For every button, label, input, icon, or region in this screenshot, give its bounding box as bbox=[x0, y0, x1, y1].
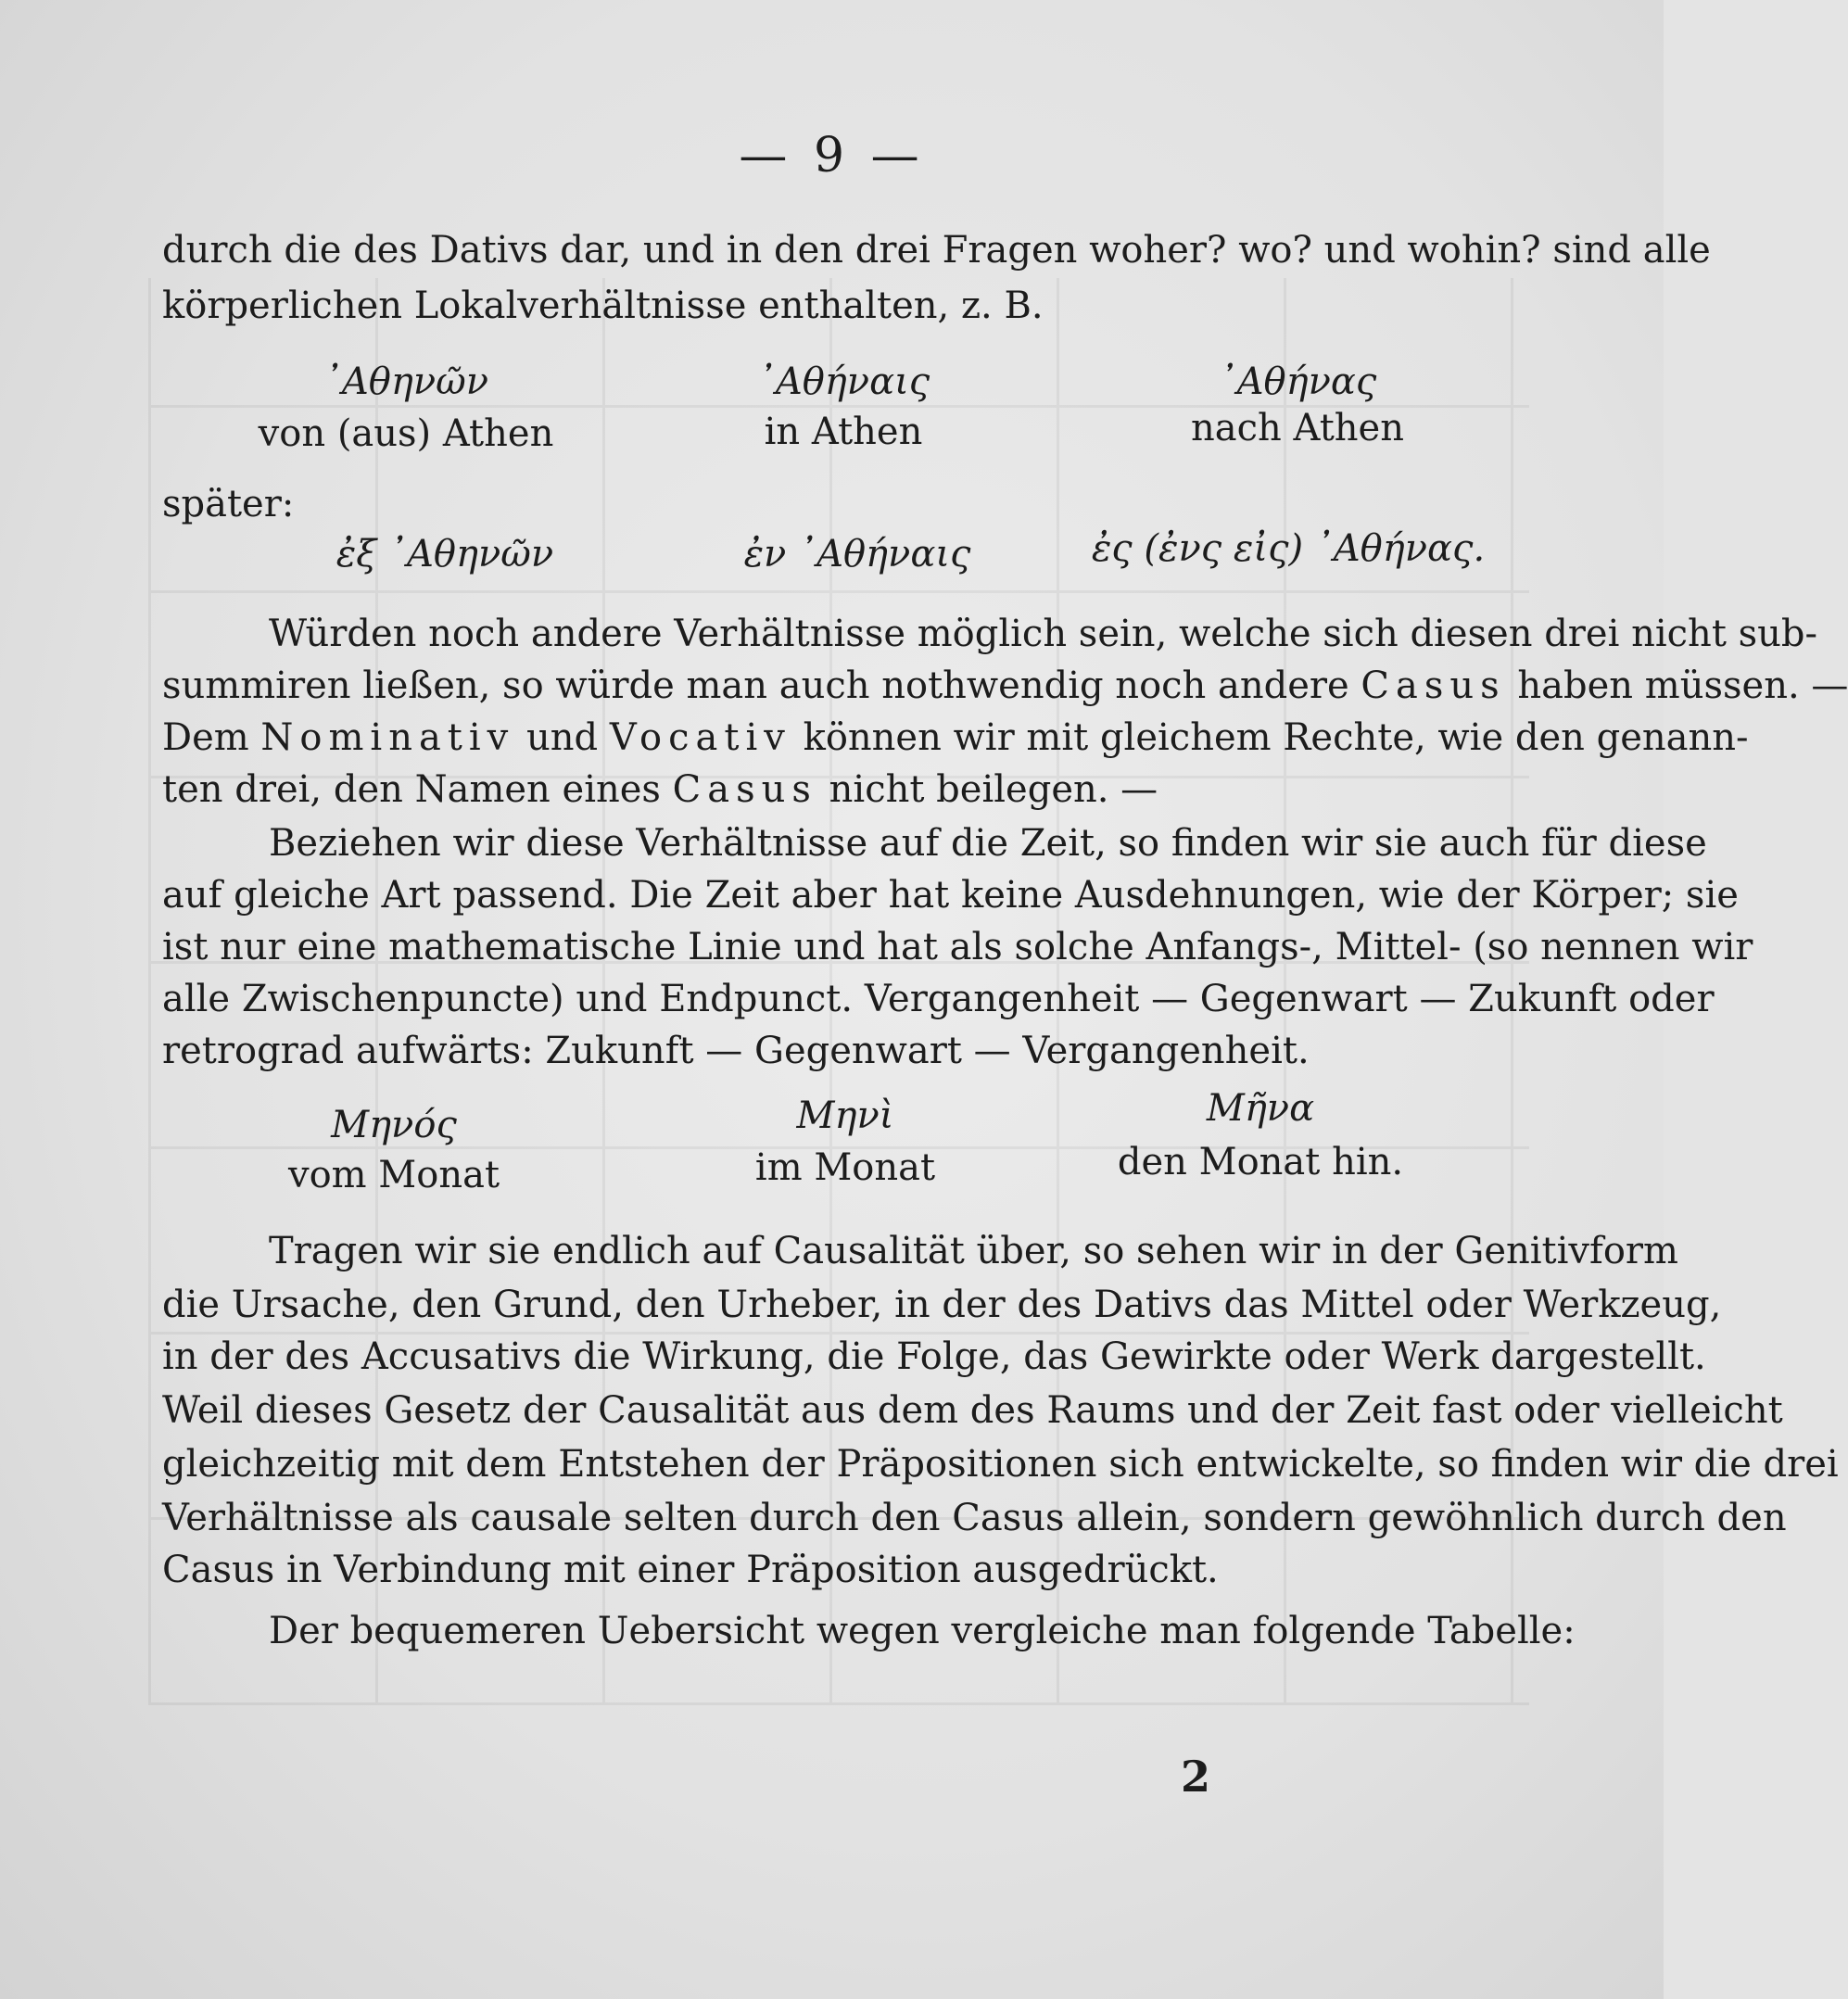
para3-line-1: Beziehen wir diese Verhältnisse auf die Zeit, so finden wir sie auch für diese bbox=[269, 822, 1707, 865]
para2-line-2-c: haben müssen. — bbox=[1505, 664, 1848, 707]
time-german-from: vom Monat bbox=[287, 1154, 500, 1196]
para2-line-3-c: und bbox=[514, 716, 610, 759]
para2-line-2 bbox=[162, 660, 1848, 712]
place-german-from: von (aus) Athen bbox=[258, 412, 554, 455]
time-greek-accusative: Μῆνα bbox=[1206, 1087, 1315, 1130]
place-greek-genitive: ᾿Αθηνῶν bbox=[323, 361, 489, 403]
para2-line-3 bbox=[162, 712, 1749, 764]
para4-line-2: die Ursache, den Grund, den Urheber, in der des Dativs das Mittel oder Werkzeug, bbox=[162, 1284, 1722, 1326]
para2-line-4-a: ten drei, den Namen eines bbox=[162, 768, 673, 811]
para3-line-5: retrograd aufwärts: Zukunft — Gegenwart — Vergangenheit. bbox=[162, 1030, 1310, 1072]
place-greek-accusative: ᾿Αθήνας bbox=[1218, 361, 1377, 403]
time-greek-genitive: Μηνός bbox=[331, 1104, 457, 1146]
later-in: ἐν ᾿Αθήναις bbox=[743, 533, 971, 576]
term-vocativ: Vocativ bbox=[609, 716, 791, 759]
para2-line-2-a: summiren ließen, so würde man auch nothwendig noch andere bbox=[162, 664, 1361, 707]
para2-line-4-c: nicht beilegen. — bbox=[816, 768, 1158, 811]
place-greek-dative: ᾿Αθήναις bbox=[756, 361, 930, 403]
term-nominativ: Nominativ bbox=[260, 716, 515, 759]
para2-line-4 bbox=[162, 764, 1515, 816]
para2-line-3-a: Dem bbox=[162, 716, 261, 759]
later-from: ἐξ ᾿Αθηνῶν bbox=[335, 533, 554, 576]
intro-line-2: körperlichen Lokalverhältnisse enthalten, z. B. bbox=[162, 285, 1044, 327]
para2-line-1: Würden noch andere Verhältnisse möglich sein, welche sich diesen drei nicht sub- bbox=[269, 613, 1818, 655]
para4-line-6: Verhältnisse als causale selten durch den Casus allein, sondern gewöhnlich durch den bbox=[162, 1497, 1787, 1539]
place-german-in: in Athen bbox=[764, 411, 923, 453]
para3-line-4: alle Zwischenpuncte) und Endpunct. Vergangenheit — Gegenwart — Zukunft oder bbox=[162, 978, 1715, 1020]
para4-line-5: gleichzeitig mit dem Entstehen der Präpositionen sich entwickelte, so finden wir die drei bbox=[162, 1443, 1839, 1486]
signature-mark: 2 bbox=[1180, 1752, 1210, 1802]
time-german-in: im Monat bbox=[754, 1146, 936, 1189]
term-casus-2: Casus bbox=[672, 768, 817, 811]
para3-line-3: ist nur eine mathematische Linie und hat als solche Anfangs-, Mittel- (so nennen wir bbox=[162, 926, 1753, 968]
para2-line-3-e: können wir mit gleichem Rechte, wie den genann- bbox=[791, 716, 1749, 759]
page-number: — 9 — bbox=[739, 128, 925, 183]
para4-line-1: Tragen wir sie endlich auf Causalität über, so sehen wir in der Genitivform bbox=[269, 1230, 1678, 1272]
para5-line-1: Der bequemeren Uebersicht wegen vergleiche man folgende Tabelle: bbox=[269, 1610, 1576, 1652]
place-german-to: nach Athen bbox=[1191, 407, 1404, 449]
para4-line-3: in der des Accusativs die Wirkung, die Folge, das Gewirkte oder Werk dargestellt. bbox=[162, 1335, 1706, 1378]
intro-line-1: durch die des Dativs dar, und in den drei Fragen woher? wo? und wohin? sind alle bbox=[162, 229, 1711, 272]
para3-line-2: auf gleiche Art passend. Die Zeit aber hat keine Ausdehnungen, wie der Körper; sie bbox=[162, 874, 1739, 917]
para4-line-4: Weil dieses Gesetz der Causalität aus dem des Raums und der Zeit fast oder vielleicht bbox=[162, 1389, 1783, 1432]
time-german-to: den Monat hin. bbox=[1117, 1141, 1404, 1183]
later-to: ἐς (ἐνς εἰς) ᾿Αθήνας. bbox=[1091, 527, 1486, 570]
para4-line-7: Casus in Verbindung mit einer Präposition ausgedrückt. bbox=[162, 1549, 1219, 1591]
term-casus: Casus bbox=[1361, 664, 1506, 707]
time-greek-dative: Μηνὶ bbox=[796, 1094, 894, 1137]
later-label: später: bbox=[162, 483, 295, 525]
